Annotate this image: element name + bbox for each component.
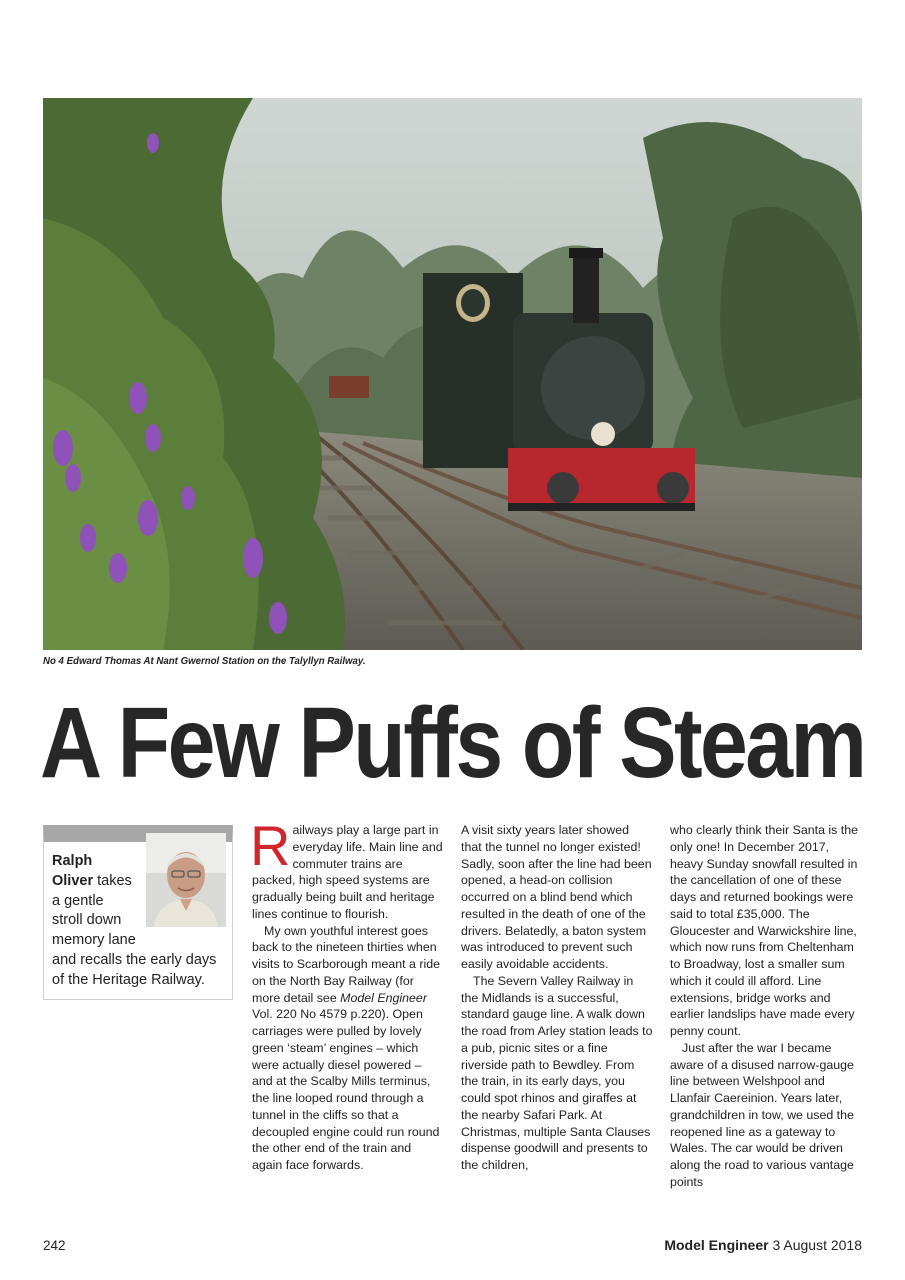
body-paragraph: who clearly think their Santa is the only one! In December 2017, heavy Sunday snowfall resulted in the cancellation of one of these days and returned bookings were said to total £35,000. The Gloucester and Warwickshire line, which now runs from Cheltenham to Broadway, lost a smaller sum which it could ill afford. Line extensions, bridge works and earlier landslips have made every penny count. bbox=[670, 823, 859, 1038]
paragraph-text: ailways play a large part in everyday life. Main line and commuter trains are packed, high speed systems are gradually being built and heritage lines continue to flourish. bbox=[252, 823, 443, 921]
body-paragraph bbox=[252, 923, 444, 1174]
body-column-3 bbox=[670, 822, 862, 1191]
standfirst-line-5: memory lane bbox=[52, 932, 136, 949]
magazine-name: Model Engineer bbox=[664, 1237, 769, 1253]
standfirst-line-3: a gentle bbox=[52, 892, 104, 909]
photo-caption: No 4 Edward Thomas At Nant Gwernol Station on the Talyllyn Railway. bbox=[43, 655, 366, 667]
steam-locomotive-photo bbox=[43, 98, 862, 650]
body-paragraph: A visit sixty years later showed that the tunnel no longer existed! Sadly, soon after the line had been opened, a head-on collision occurred on a blind bend which resulted in the death of one of the drivers. Belatedly, a baton system was introduced to prevent such easily avoidable accidents. bbox=[461, 823, 652, 971]
body-paragraph bbox=[250, 814, 444, 923]
issue-date: 3 August 2018 bbox=[768, 1237, 862, 1253]
page-number: 242 bbox=[43, 1238, 66, 1253]
standfirst-line-4: stroll down bbox=[52, 912, 122, 929]
standfirst-line-6: and recalls the early days bbox=[52, 951, 217, 968]
body-column-1 bbox=[250, 814, 444, 1174]
hero-photo bbox=[43, 98, 862, 650]
standfirst-line-2: takes bbox=[93, 872, 132, 889]
standfirst-line-7: of the Heritage Railway. bbox=[52, 971, 205, 988]
publication-footer bbox=[664, 1237, 862, 1253]
article-headline: A Few Puffs of Steam bbox=[40, 687, 865, 799]
drop-cap: R bbox=[250, 814, 291, 877]
author-first-name: Ralph bbox=[52, 853, 93, 869]
standfirst-text bbox=[52, 852, 232, 991]
magazine-reference: Model Engineer bbox=[340, 990, 427, 1005]
author-last-name: Oliver bbox=[52, 872, 94, 889]
body-paragraph: Just after the war I became aware of a disused narrow-gauge line between Welshpool and Llanfair Caereinion. Years later, grandchildren in tow, we used the reopened line as a gateway to Wales. The car would be driven along the road to various vantage points bbox=[670, 1040, 854, 1189]
body-column-2 bbox=[461, 822, 653, 1174]
paragraph-text: My own youthful interest goes back to the nineteen thirties when visits to Scarborough meant a ride on the North Bay Railway (for more detail see bbox=[252, 923, 441, 1005]
standfirst-box bbox=[43, 825, 233, 1000]
paragraph-text: Vol. 220 No 4579 p.220). Open carriages were pulled by lovely green ‘steam’ engines – which were actually diesel powered – and at the Scalby Mills terminus, the line looped round through a tunnel in the cliffs so that a decoupled engine could run round the other end of the train and again face forwards. bbox=[252, 1007, 440, 1172]
body-paragraph: The Severn Valley Railway in the Midlands is a successful, standard gauge line. A walk down the road from Arley station leads to a pub, picnic sites or a fine riverside path to Bewdley. From the train, in its early days, you could spot rhinos and giraffes at the nearby Safari Park. At Christmas, multiple Santa Clauses dispense goodwill and presents to the children, bbox=[461, 973, 653, 1172]
